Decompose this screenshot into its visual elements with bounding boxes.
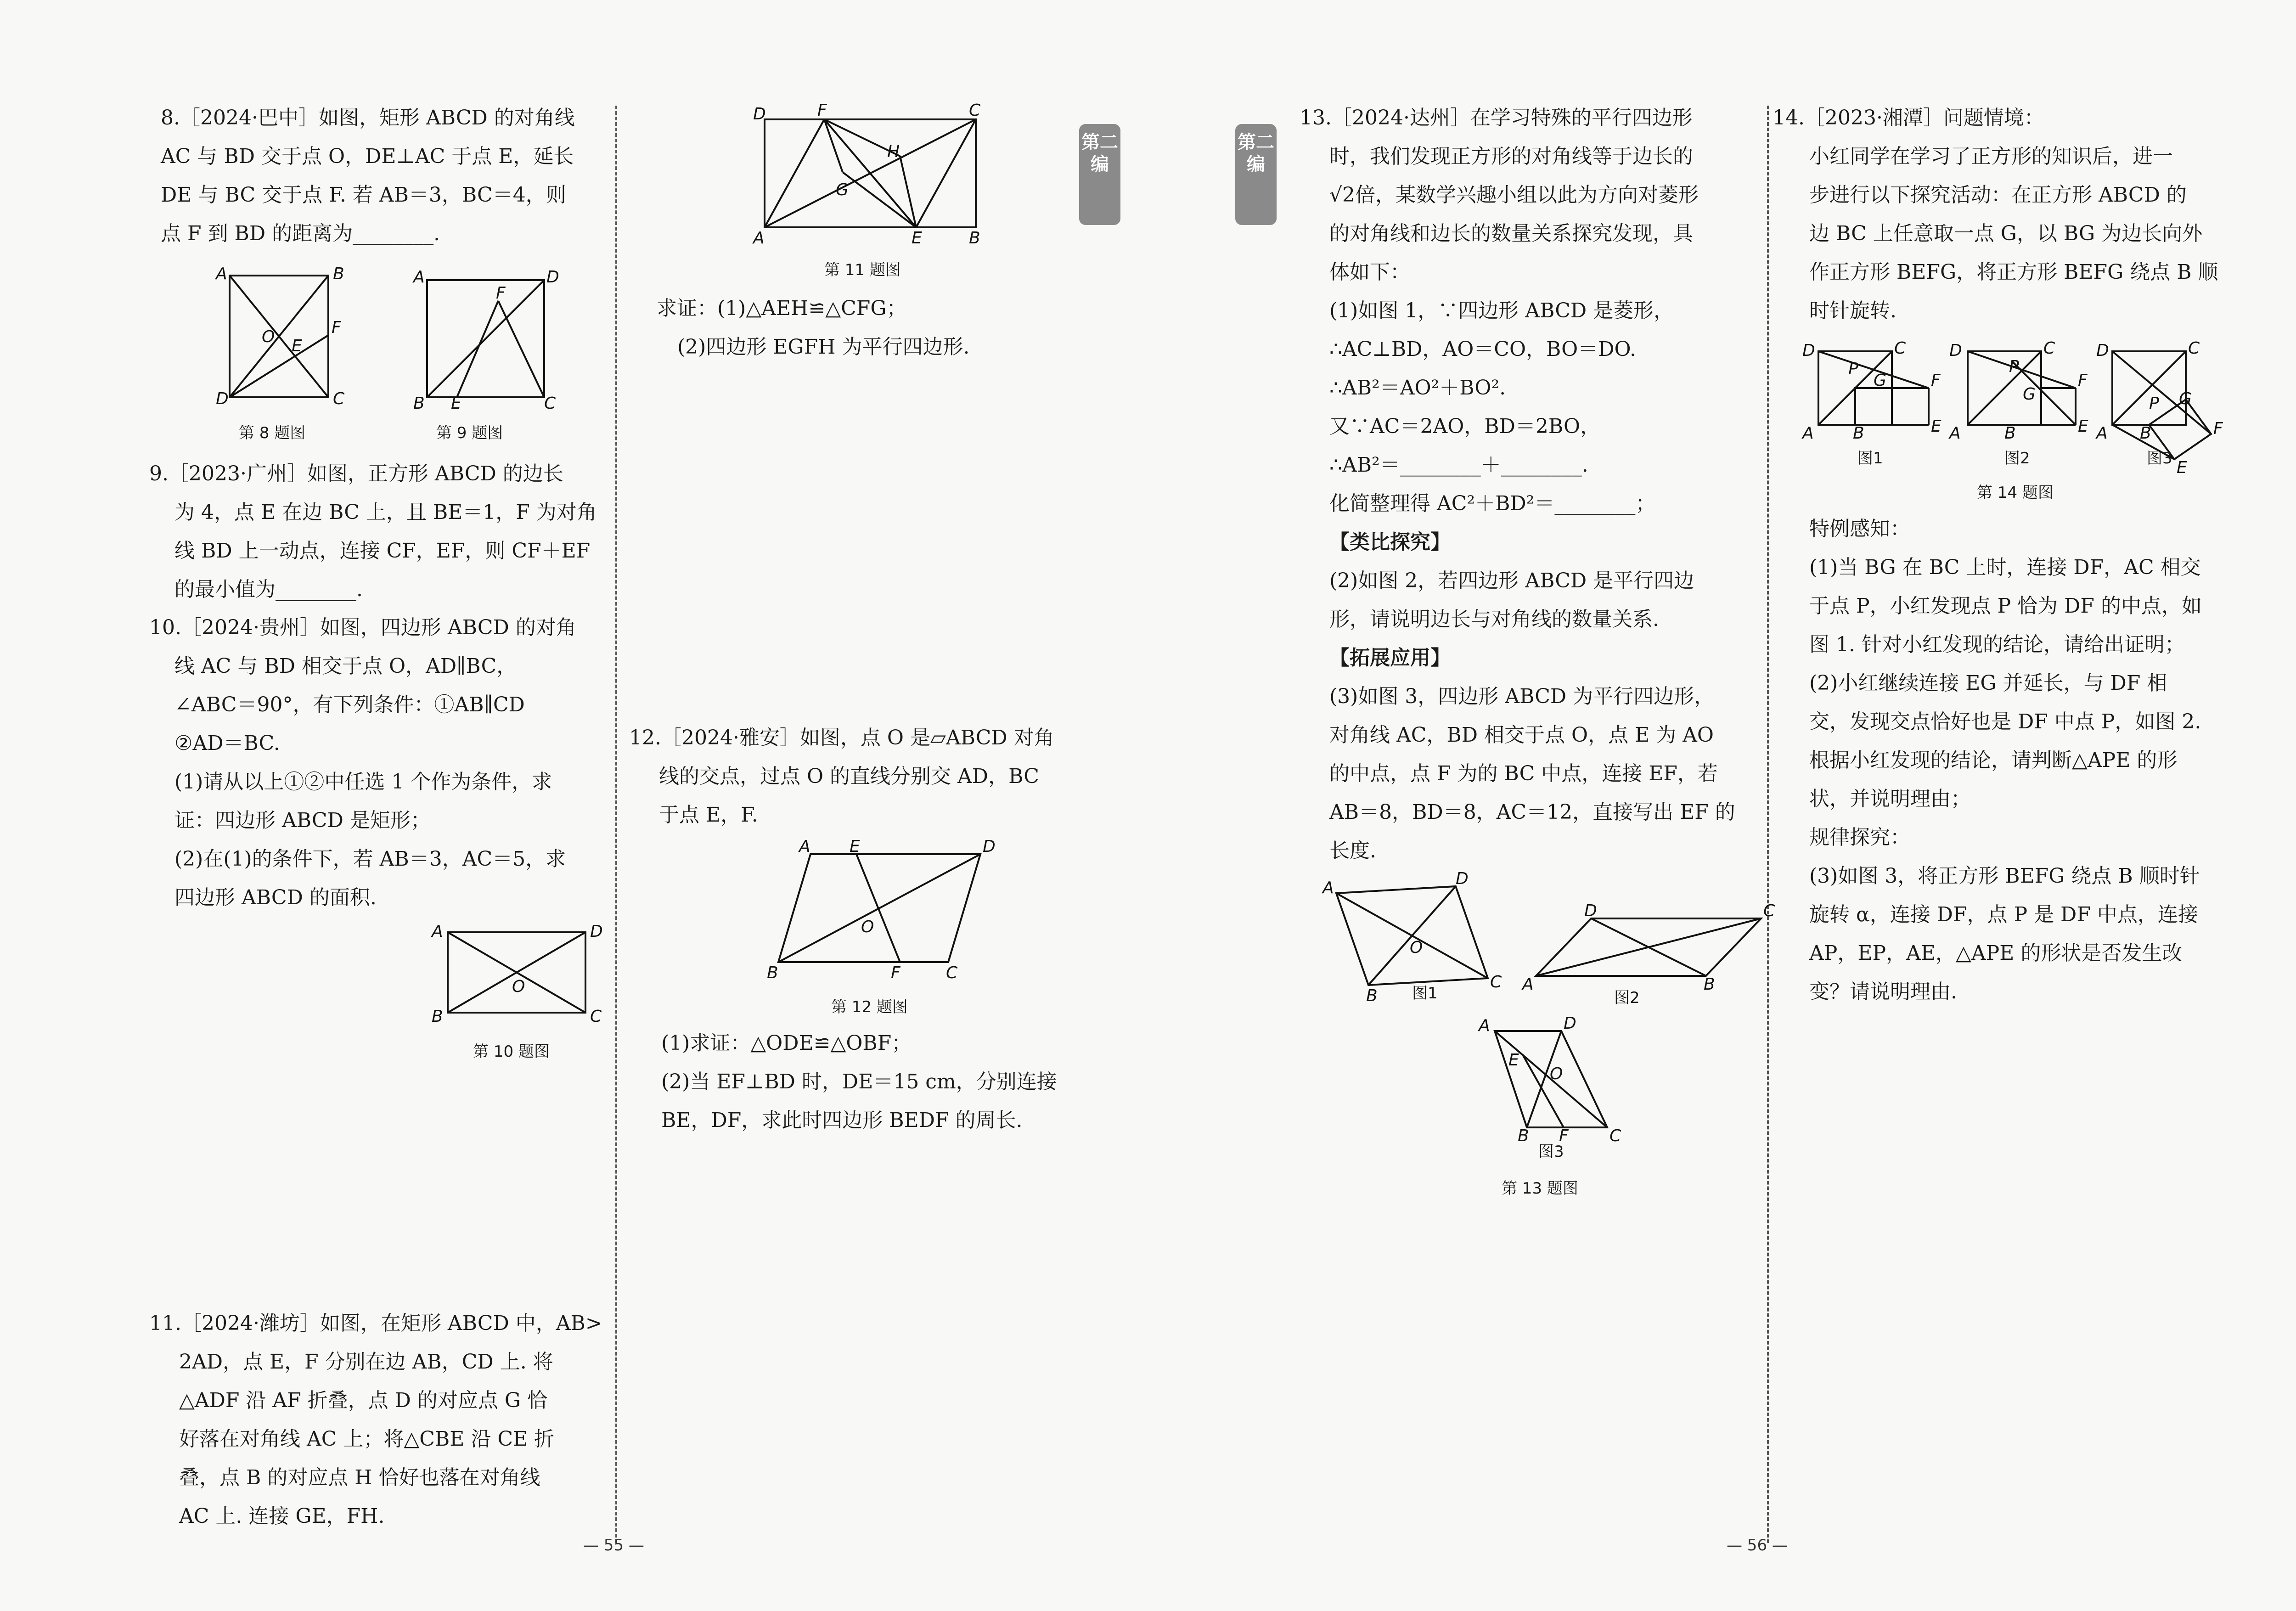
svg-text:A: A [432,922,443,941]
figure-8 [216,265,354,409]
q14-line: 作正方形 BEFG，将正方形 BEFG 绕点 B 顺 [1809,260,2218,284]
svg-text:B: B [333,265,344,283]
figure-14-3-caption: 图3 [2147,449,2172,468]
svg-text:D: D [1949,341,1962,360]
q12-line: 线的交点，过点 O 的直线分别交 AD，BC [659,765,1039,788]
svg-text:B: B [1704,975,1715,994]
svg-text:C: C [333,389,345,408]
svg-text:G: G [2023,385,2036,404]
figure-14-caption: 第 14 题图 [1977,484,2054,502]
figure-14-2-caption: 图2 [2004,449,2030,468]
column-divider-2 [1767,106,1769,1543]
svg-text:P: P [2149,394,2159,413]
q13-line: ∴AB²＝AO²＋BO². [1329,376,1506,400]
svg-text:D: D [983,837,996,856]
svg-text:G: G [836,180,849,199]
q11-line: 11.［2024·潍坊］如图，在矩形 ABCD 中，AB> [149,1312,602,1335]
figure-14-3 [2094,339,2245,477]
q8-line: 点 F 到 BD 的距离为________. [161,222,440,245]
svg-text:C: C [1894,339,1906,358]
svg-text:A: A [413,268,425,287]
svg-text:F: F [2213,419,2223,438]
q12-part: (2)当 EF⊥BD 时，DE＝15 cm，分别连接 [661,1070,1057,1093]
q14-line: 时针旋转. [1809,299,1896,322]
q13-line: 13.［2024·达州］在学习特殊的平行四边形 [1300,106,1693,130]
question-12-parts [661,1024,1057,1140]
q13-line: 时，我们发现正方形的对角线等于边长的 [1329,145,1693,168]
figure-12-caption: 第 12 题图 [831,998,908,1016]
svg-text:O: O [1410,938,1423,957]
svg-text:G: G [2179,389,2192,408]
svg-text:E: E [2078,417,2088,436]
q9-line: 9.［2023·广州］如图，正方形 ABCD 的边长 [149,462,563,485]
q12-part: (1)求证：△ODE≌△OBF； [661,1031,912,1055]
q14-part: 变？请说明理由. [1809,980,1957,1003]
q13-line: AB＝8，BD＝8，AC＝12，直接写出 EF 的 [1329,800,1735,824]
q13-line: (2)如图 2，若四边形 ABCD 是平行四边 [1329,569,1694,592]
svg-text:F: F [2078,371,2088,390]
svg-text:O: O [512,977,525,996]
q12-line: 12.［2024·雅安］如图，点 O 是▱ABCD 对角 [629,726,1054,749]
q11-line: 2AD，点 E，F 分别在边 AB，CD 上. 将 [179,1350,553,1374]
figure-10-caption: 第 10 题图 [473,1042,550,1061]
page-number-left: — 55 — [583,1536,644,1555]
q13-line: ∴AB²＝________＋________. [1329,453,1588,477]
q10-line: ②AD＝BC. [174,732,280,755]
q14-line: 边 BC 上任意取一点 G，以 BG 为边长向外 [1809,222,2203,245]
q11-line: △ADF 沿 AF 折叠，点 D 的对应点 G 恰 [179,1389,548,1412]
q14-line: 步进行以下探究活动：在正方形 ABCD 的 [1809,183,2187,207]
svg-text:E: E [912,229,922,248]
q8-line: AC 与 BD 交于点 O，DE⊥AC 于点 E，延长 [161,145,574,168]
figure-9-caption: 第 9 题图 [436,424,503,442]
q14-part: (2)小红继续连接 EG 并延长，与 DF 相 [1809,671,2167,695]
q14-part: 旋转 α，连接 DF，点 P 是 DF 中点，连接 [1809,903,2198,926]
svg-text:E: E [2177,458,2187,477]
svg-text:B: B [413,394,425,413]
svg-text:B: B [2140,424,2151,443]
svg-text:E: E [292,337,302,355]
figure-9 [413,268,560,413]
q10-line: (2)在(1)的条件下，若 AB＝3，AC＝5，求 [174,847,566,871]
q14-part: 根据小红发现的结论，请判断△APE 的形 [1809,749,2178,772]
svg-text:B: B [1366,986,1378,1005]
q8-line: 8.［2024·巴中］如图，矩形 ABCD 的对角线 [161,106,575,130]
figure-10 [429,923,613,1029]
section-tab-right: 第二编 [1235,124,1277,225]
q14-part: 图 1. 针对小红发现的结论，请给出证明； [1809,633,2185,656]
svg-text:C: C [946,963,958,982]
q13-line: (3)如图 3，四边形 ABCD 为平行四边形， [1329,685,1715,708]
q13-line: 又∵AC＝2AO，BD＝2BO， [1329,415,1601,438]
svg-text:E: E [451,394,461,413]
q10-line: (1)请从以上①②中任选 1 个作为条件，求 [174,770,552,794]
q10-line: ∠ABC＝90°，有下列条件：①AB∥CD [174,693,525,716]
svg-text:B: B [969,229,980,248]
q9-line: 线 BD 上一动点，连接 CF，EF，则 CF＋EF [174,539,591,563]
svg-text:C: C [2043,339,2055,358]
question-8 [161,99,575,253]
q14-line: 14.［2023·湘潭］问题情境： [1773,106,2044,130]
q13-line: (1)如图 1，∵四边形 ABCD 是菱形， [1329,299,1674,322]
question-11-parts [657,289,969,366]
q11-part: (2)四边形 EGFH 为平行四边形. [677,335,970,359]
q11-line: 好落在对角线 AC 上；将△CBE 沿 CE 折 [179,1427,555,1451]
q10-line: 10.［2024·贵州］如图，四边形 ABCD 的对角 [149,616,576,639]
svg-text:C: C [2188,339,2200,358]
q13-line: 长度. [1329,839,1376,862]
q11-part: 求证：(1)△AEH≌△CFG； [657,297,907,320]
svg-text:A: A [2096,424,2108,443]
figure-12 [762,837,1001,983]
svg-text:O: O [1550,1065,1563,1083]
svg-text:O: O [262,327,275,346]
question-13 [1300,99,1735,870]
q14-part: 状，并说明理由； [1809,787,1971,811]
svg-text:C: C [544,394,556,413]
question-11 [149,1304,602,1536]
svg-text:F: F [1931,371,1941,390]
svg-text:D: D [753,105,766,124]
figure-11 [753,101,992,248]
q14-part: 交，发现交点恰好也是 DF 中点 P，如图 2. [1809,710,2201,733]
q10-line: 四边形 ABCD 的面积. [174,886,377,909]
q13-line: ∴AC⊥BD，AO＝CO，BO＝DO. [1329,338,1636,361]
svg-text:D: D [1584,901,1597,920]
svg-text:C: C [1763,901,1775,920]
svg-text:B: B [1518,1127,1529,1145]
figure-13-caption: 第 13 题图 [1502,1179,1578,1198]
q10-line: 证：四边形 ABCD 是矩形； [174,809,431,832]
figure-13-2 [1520,900,1777,992]
figure-14-2 [1942,339,2088,443]
svg-text:A: A [1949,424,1961,443]
figure-13-3-caption: 图3 [1538,1143,1564,1161]
section-tab-left: 第二编 [1079,124,1120,225]
q10-line: 线 AC 与 BD 相交于点 O，AD∥BC， [174,654,517,678]
svg-text:F: F [496,284,506,303]
svg-text:F: F [332,318,341,337]
svg-text:E: E [1931,417,1941,436]
svg-text:A: A [1802,424,1814,443]
svg-text:G: G [1874,371,1886,390]
q14-part: (1)当 BG 在 BC 上时，连接 DF，AC 相交 [1809,556,2201,579]
svg-text:P: P [2009,357,2019,376]
q14-part: 特例感知： [1809,517,1910,541]
svg-text:B: B [2004,424,2016,443]
svg-text:A: A [753,229,765,248]
column-divider-1 [615,106,617,1543]
question-12 [629,719,1054,834]
question-10 [149,608,576,917]
svg-text:A: A [1322,879,1334,897]
svg-text:C: C [590,1007,602,1026]
figure-13-3 [1476,1014,1628,1150]
svg-text:E: E [1508,1051,1519,1070]
svg-text:O: O [861,918,874,936]
svg-text:A: A [799,837,810,856]
q13-line: 形，请说明边长与对角线的数量关系. [1329,608,1659,631]
q14-line: 小红同学在学习了正方形的知识后，进一 [1809,145,2173,168]
svg-text:D: D [1456,869,1469,888]
q11-line: 叠，点 B 的对应点 H 恰好也落在对角线 [179,1466,540,1489]
q8-line: DE 与 BC 交于点 F. 若 AB＝3，BC＝4，则 [161,183,566,207]
svg-text:E: E [850,837,860,856]
q13-line: 化简整理得 AC²＋BD²＝________； [1329,492,1656,515]
figure-14-1 [1800,339,1941,443]
svg-text:D: D [2096,341,2109,360]
q9-line: 的最小值为________. [174,578,363,601]
q13-heading: 【拓展应用】 [1329,646,1451,670]
q13-line: 的对角线和边长的数量关系探究发现，具 [1329,222,1693,245]
svg-text:P: P [1848,360,1858,378]
svg-text:H: H [887,142,900,161]
figure-8-caption: 第 8 题图 [239,424,306,442]
svg-text:D: D [1564,1014,1576,1033]
page-number-right: — 56 — [1727,1536,1788,1555]
svg-text:F: F [891,963,900,982]
svg-text:B: B [1853,424,1864,443]
q14-part: (3)如图 3，将正方形 BEFG 绕点 B 顺时针 [1809,864,2200,888]
question-9 [149,455,597,609]
q14-part: AP，EP，AE，△APE 的形状是否发生改 [1809,941,2183,965]
q13-line: √2倍，某数学兴趣小组以此为方向对菱形 [1329,183,1699,207]
svg-text:C: C [969,101,981,120]
q14-part: 规律探究： [1809,826,1910,849]
q14-part: 于点 P，小红发现点 P 恰为 DF 的中点，如 [1809,594,2202,618]
svg-text:F: F [817,101,827,120]
svg-text:A: A [216,265,227,283]
question-14-parts [1809,510,2202,1011]
svg-text:D: D [216,389,229,408]
svg-text:D: D [590,922,603,941]
figure-13-2-caption: 图2 [1614,989,1640,1007]
q9-line: 为 4，点 E 在边 BC 上，且 BE＝1，F 为对角 [174,501,597,524]
figure-14-1-caption: 图1 [1857,449,1883,468]
svg-text:D: D [546,268,559,287]
svg-text:C: C [1490,973,1502,991]
svg-text:B: B [767,963,778,982]
svg-text:B: B [432,1007,443,1026]
svg-text:C: C [1609,1127,1621,1145]
q13-line: 对角线 AC，BD 相交于点 O，点 E 为 AO [1329,723,1714,747]
svg-text:D: D [1802,341,1815,360]
svg-text:A: A [1479,1016,1490,1035]
q12-line: 于点 E，F. [659,803,758,827]
q11-line: AC 上. 连接 GE，FH. [179,1504,385,1528]
figure-11-caption: 第 11 题图 [824,261,901,279]
question-14 [1773,99,2218,330]
svg-text:A: A [1522,975,1534,994]
figure-13-1-caption: 图1 [1412,984,1438,1003]
q12-part: BE，DF，求此时四边形 BEDF 的周长. [661,1109,1023,1132]
svg-text:F: F [1559,1127,1569,1145]
q13-line: 的中点，点 F 为的 BC 中点，连接 EF，若 [1329,762,1718,785]
q13-line: 体如下： [1329,260,1410,284]
q13-heading: 【类比探究】 [1329,530,1451,554]
